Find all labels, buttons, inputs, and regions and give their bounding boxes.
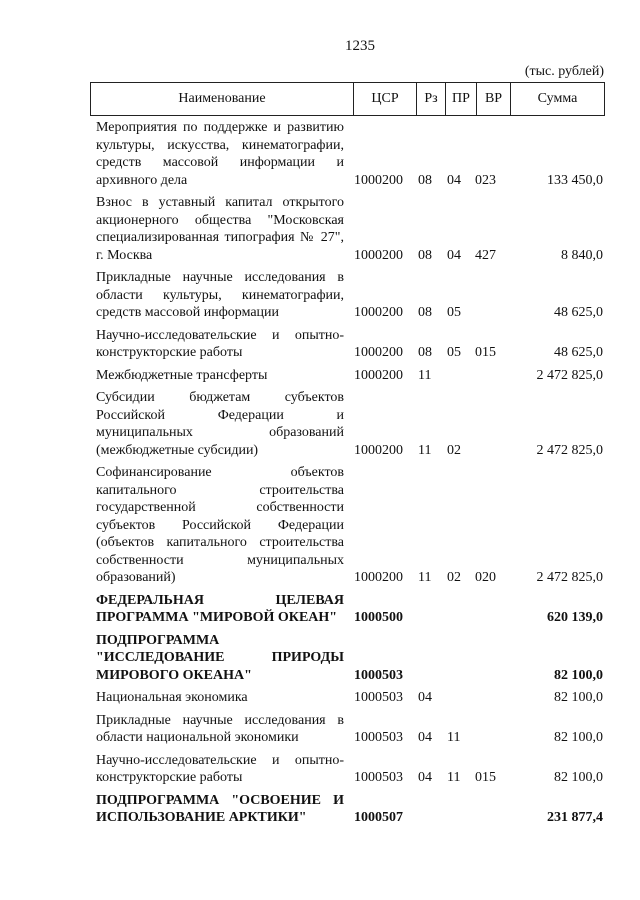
row-csr: 1000200 [354,247,403,263]
table-row [96,119,603,189]
row-sum: 133 450,0 [547,172,603,188]
row-csr: 1000200 [354,570,403,585]
row-pr: 02 [447,442,461,458]
table-row [96,632,603,685]
page-number: 1235 [345,38,375,54]
row-name: Национальная экономика [96,690,248,705]
row-vr: 020 [475,570,496,585]
row-rz: 11 [418,442,432,458]
row-sum: 620 139,0 [547,610,603,625]
row-pr: 11 [447,770,461,785]
units-label: (тыс. рублей) [524,64,604,79]
row-vr: 427 [475,247,496,263]
row-rz: 11 [418,367,432,383]
row-csr: 1000200 [354,345,403,360]
row-vr: 015 [475,770,496,785]
row-name: Межбюджетные трансферты [96,367,268,383]
table-row [96,367,603,385]
row-pr: 04 [447,247,461,263]
row-pr: 02 [447,570,461,585]
row-pr: 11 [447,730,461,745]
row-csr: 1000503 [354,730,403,745]
row-name: Прикладные научные исследования в области культуры, кинематографии, средств массовой информации [96,270,344,320]
row-csr: 1000200 [354,442,403,458]
header-name: Наименование [91,83,354,116]
row-name: ПОДПРОГРАММА "ОСВОЕНИЕ И ИСПОЛЬЗОВАНИЕ АРКТИКИ" [96,792,344,825]
table-row [96,792,603,827]
row-sum: 231 877,4 [547,810,603,825]
table-header [90,82,605,116]
row-rz: 08 [418,247,432,263]
row-csr: 1000200 [354,305,403,320]
row-vr: 015 [475,345,496,360]
table-body [96,119,603,832]
row-rz: 04 [418,690,432,705]
row-rz: 11 [418,570,432,585]
table-row [96,712,603,747]
row-rz: 04 [418,730,432,745]
row-pr: 05 [447,345,461,360]
row-pr: 04 [447,172,461,188]
row-name: Научно-исследовательские и опытно-конструкторские работы [96,327,344,360]
row-sum: 2 472 825,0 [536,570,603,585]
row-sum: 8 840,0 [561,247,603,263]
table-row [96,464,603,587]
row-name: Мероприятия по поддержке и развитию культуры, искусства, кинематографии, средств массовой информации и архивного дела [96,120,344,188]
row-rz: 04 [418,770,432,785]
table-row [96,269,603,322]
row-sum: 2 472 825,0 [536,367,603,383]
row-sum: 82 100,0 [554,770,603,785]
row-csr: 1000500 [354,610,403,625]
row-csr: 1000503 [354,770,403,785]
row-name: Прикладные научные исследования в области национальной экономики [96,712,344,745]
row-name: Софинансирование объектов капитального строительства государственной собственности субъектов Российской Федерации (объектов капитального строительства собственности муниципальных образований) [96,465,344,585]
table-row [96,689,603,707]
row-name: Субсидии бюджетам субъектов Российской Федерации и муниципальных образований (межбюджетные субсидии) [96,390,344,458]
header-vr: ВР [477,83,511,116]
row-name: ПОДПРОГРАММА "ИССЛЕДОВАНИЕ ПРИРОДЫ МИРОВОГО ОКЕАНА" [96,632,344,683]
row-sum: 48 625,0 [554,345,603,360]
row-rz: 08 [418,305,432,320]
row-csr: 1000503 [354,690,403,705]
row-name: Научно-исследовательские и опытно-конструкторские работы [96,752,344,785]
row-vr: 023 [475,172,496,188]
header-rz: Рз [417,83,446,116]
table-row [96,389,603,459]
header-pr: ПР [446,83,477,116]
row-sum: 2 472 825,0 [536,442,603,458]
row-sum: 82 100,0 [554,690,603,705]
row-name: ФЕДЕРАЛЬНАЯ ЦЕЛЕВАЯ ПРОГРАММА "МИРОВОЙ ОКЕАН" [96,592,344,625]
row-rz: 08 [418,345,432,360]
table-row [96,592,603,627]
row-csr: 1000200 [354,367,403,383]
row-sum: 48 625,0 [554,305,603,320]
row-csr: 1000507 [354,810,403,825]
row-csr: 1000200 [354,172,403,188]
row-sum: 82 100,0 [554,730,603,745]
row-pr: 05 [447,305,461,320]
row-name: Взнос в уставный капитал открытого акционерного общества "Московская специализированная типография № 27", г. Москва [96,195,344,263]
table-row [96,752,603,787]
header-sum: Сумма [511,83,605,116]
row-sum: 82 100,0 [554,667,603,683]
header-csr: ЦСР [354,83,417,116]
row-rz: 08 [418,172,432,188]
table-row [96,327,603,362]
row-csr: 1000503 [354,667,403,683]
table-row [96,194,603,264]
